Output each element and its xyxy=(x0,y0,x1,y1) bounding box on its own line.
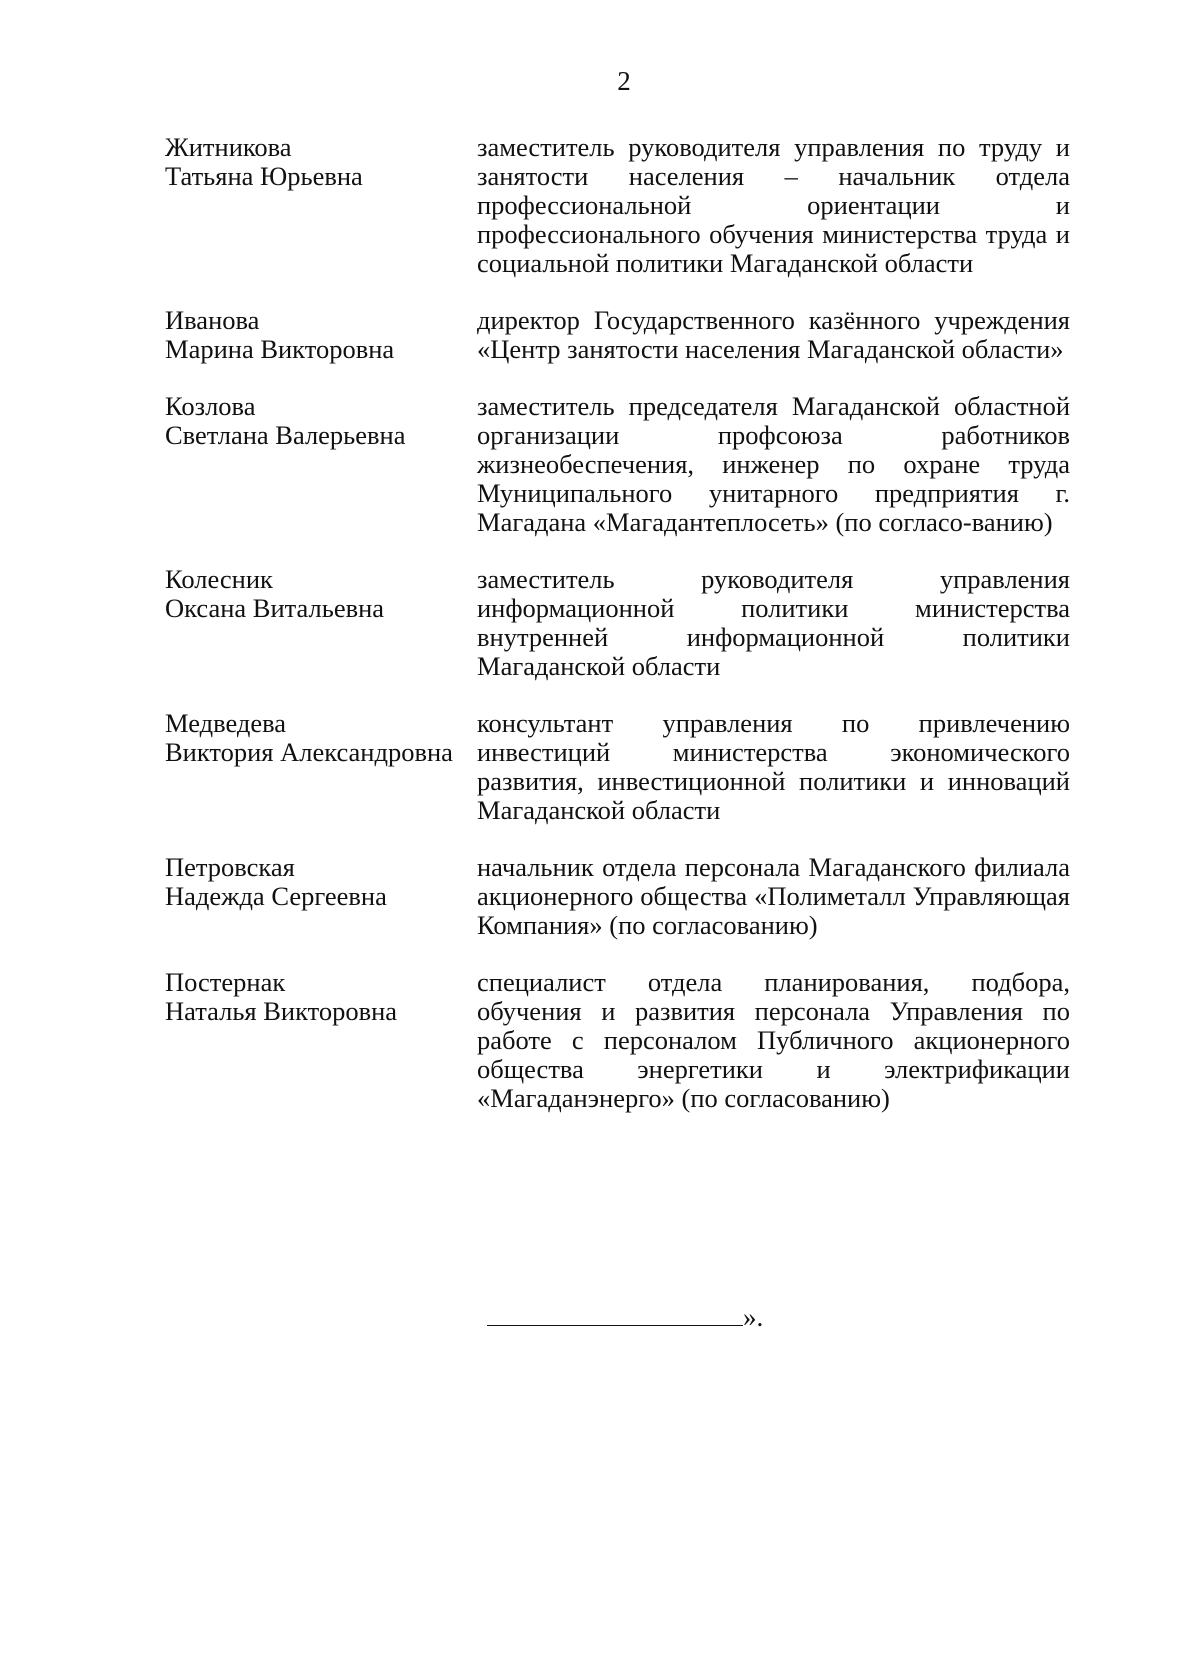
member-surname: Житникова xyxy=(165,132,292,162)
member-entry xyxy=(165,392,1070,537)
member-name xyxy=(165,133,477,191)
member-entry xyxy=(165,709,1070,825)
member-surname: Козлова xyxy=(165,391,256,421)
member-name xyxy=(165,853,477,911)
member-name xyxy=(165,968,477,1026)
member-position: заместитель председателя Магаданской областной организации профсоюза работников жизнеобеспечения, инженер по охране труда Муниципального унитарного предприятия г. Магадана «Магадантеплосеть» (по согласо-ванию) xyxy=(477,391,1070,537)
member-entry xyxy=(165,968,1070,1113)
member-given-names: Татьяна Юрьевна xyxy=(165,161,363,191)
member-given-names: Оксана Витальевна xyxy=(165,593,385,623)
member-given-names: Надежда Сергеевна xyxy=(165,881,387,911)
member-surname: Иванова xyxy=(165,305,260,335)
member-name xyxy=(165,565,477,623)
member-surname: Медведева xyxy=(165,708,287,738)
member-surname: Колесник xyxy=(165,564,273,594)
member-position: начальник отдела персонала Магаданского филиала акционерного общества «Полиметалл Управляющая Компания» (по согласованию) xyxy=(477,852,1070,940)
member-entry xyxy=(165,565,1070,681)
member-given-names: Наталья Викторовна xyxy=(165,996,398,1026)
closing-quote-mark: ». xyxy=(743,1302,764,1332)
member-name xyxy=(165,709,477,767)
member-entry xyxy=(165,133,1070,278)
member-given-names: Марина Викторовна xyxy=(165,334,395,364)
member-given-names: Виктория Александровна xyxy=(165,737,453,767)
closing-signature-line xyxy=(487,1302,763,1332)
member-entry xyxy=(165,853,1070,940)
member-position: директор Государственного казённого учреждения «Центр занятости населения Магаданской области» xyxy=(477,305,1070,364)
member-given-names: Светлана Валерьевна xyxy=(165,420,406,450)
blank-underline xyxy=(487,1305,743,1326)
member-entry xyxy=(165,306,1070,364)
committee-member-list xyxy=(165,133,1070,1113)
member-surname: Петровская xyxy=(165,852,295,882)
member-position: специалист отдела планирования, подбора, обучения и развития персонала Управления по работе с персоналом Публичного акционерного общества энергетики и электрификации «Магаданэнерго» (по согласованию) xyxy=(477,967,1070,1113)
member-position: заместитель руководителя управления информационной политики министерства внутренней информационной политики Магаданской области xyxy=(477,564,1070,681)
member-position: консультант управления по привлечению инвестиций министерства экономического развития, инвестиционной политики и инноваций Магаданской области xyxy=(477,708,1070,825)
member-position: заместитель руководителя управления по труду и занятости населения – начальник отдела профессиональной ориентации и профессионального обучения министерства труда и социальной политики Магаданской области xyxy=(477,132,1070,278)
member-name xyxy=(165,392,477,450)
member-name xyxy=(165,306,477,364)
member-surname: Постернак xyxy=(165,967,286,997)
page-number: 2 xyxy=(617,66,631,96)
